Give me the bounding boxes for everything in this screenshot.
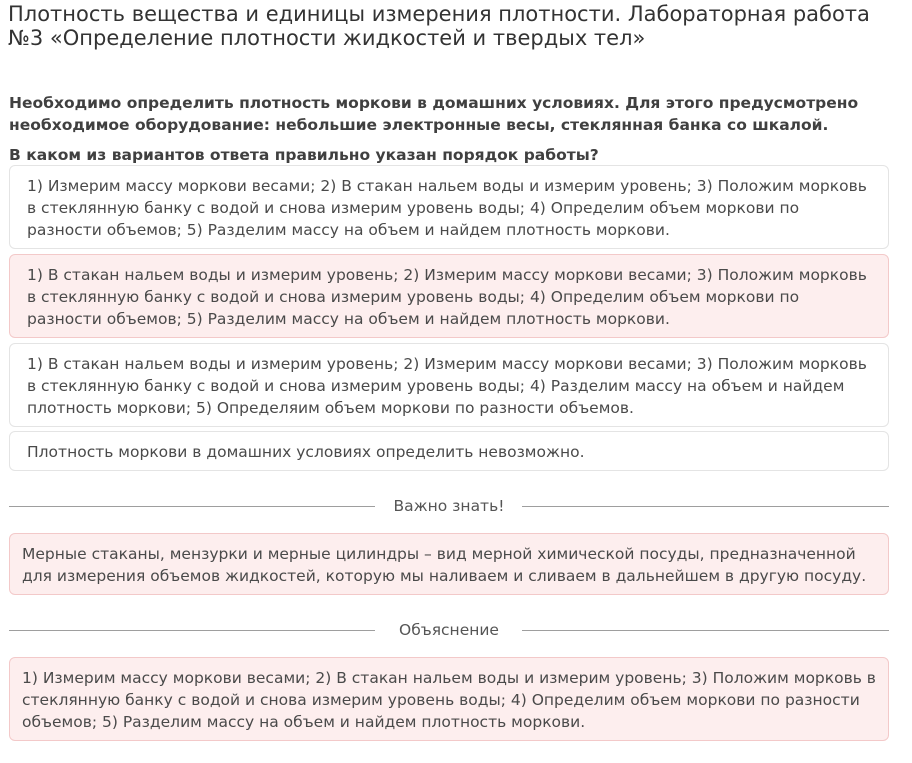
answer-option-2-selected-wrong[interactable]: 1) В стакан нальем воды и измерим уровень; 2) Измерим массу моркови весами; 3) Положим морковь в стеклянную банку с водой и снова измерим уровень воды; 4) Определим объем моркови по разности объемов; 5) Разделим массу на объем и найдем плотность моркови.: [9, 254, 889, 338]
important-divider: [9, 495, 889, 519]
important-label: Важно знать!: [393, 497, 505, 515]
explanation-note: 1) Измерим массу моркови весами; 2) В стакан нальем воды и измерим уровень; 3) Положим морковь в стеклянную банку с водой и снова измерим уровень воды; 4) Определим объем моркови по разности объемов; 5) Разделим массу на объем и найдем плотность моркови.: [9, 657, 889, 741]
answer-option-4[interactable]: Плотность моркови в домашних условиях определить невозможно.: [9, 431, 889, 471]
question-text: Необходимо определить плотность моркови в домашних условиях. Для этого предусмотрено необходимое оборудование: небольшие электронные весы, стеклянная банка со шкалой.: [9, 94, 859, 134]
question-prompt: В каком из вариантов ответа правильно указан порядок работы?: [9, 146, 599, 164]
important-note: Мерные стаканы, мензурки и мерные цилиндры – вид мерной химической посуды, предназначенной для измерения объемов жидкостей, которую мы наливаем и сливаем в дальнейшем в другую посуду.: [9, 533, 889, 595]
explanation-label: Объяснение: [399, 621, 499, 639]
page-title: Плотность вещества и единицы измерения плотности. Лабораторная работа №3 «Определение плотности жидкостей и твердых тел»: [8, 2, 870, 50]
answer-option-3[interactable]: 1) В стакан нальем воды и измерим уровень; 2) Измерим массу моркови весами; 3) Положим морковь в стеклянную банку с водой и снова измерим уровень воды; 4) Разделим массу на объем и найдем плотность моркови; 5) Определяим объем моркови по разности объемов.: [9, 343, 889, 427]
answer-option-1[interactable]: 1) Измерим массу моркови весами; 2) В стакан нальем воды и измерим уровень; 3) Положим морковь в стеклянную банку с водой и снова измерим уровень воды; 4) Определим объем моркови по разности объемов; 5) Разделим массу на объем и найдем плотность моркови.: [9, 165, 889, 249]
explanation-divider: [9, 619, 889, 643]
